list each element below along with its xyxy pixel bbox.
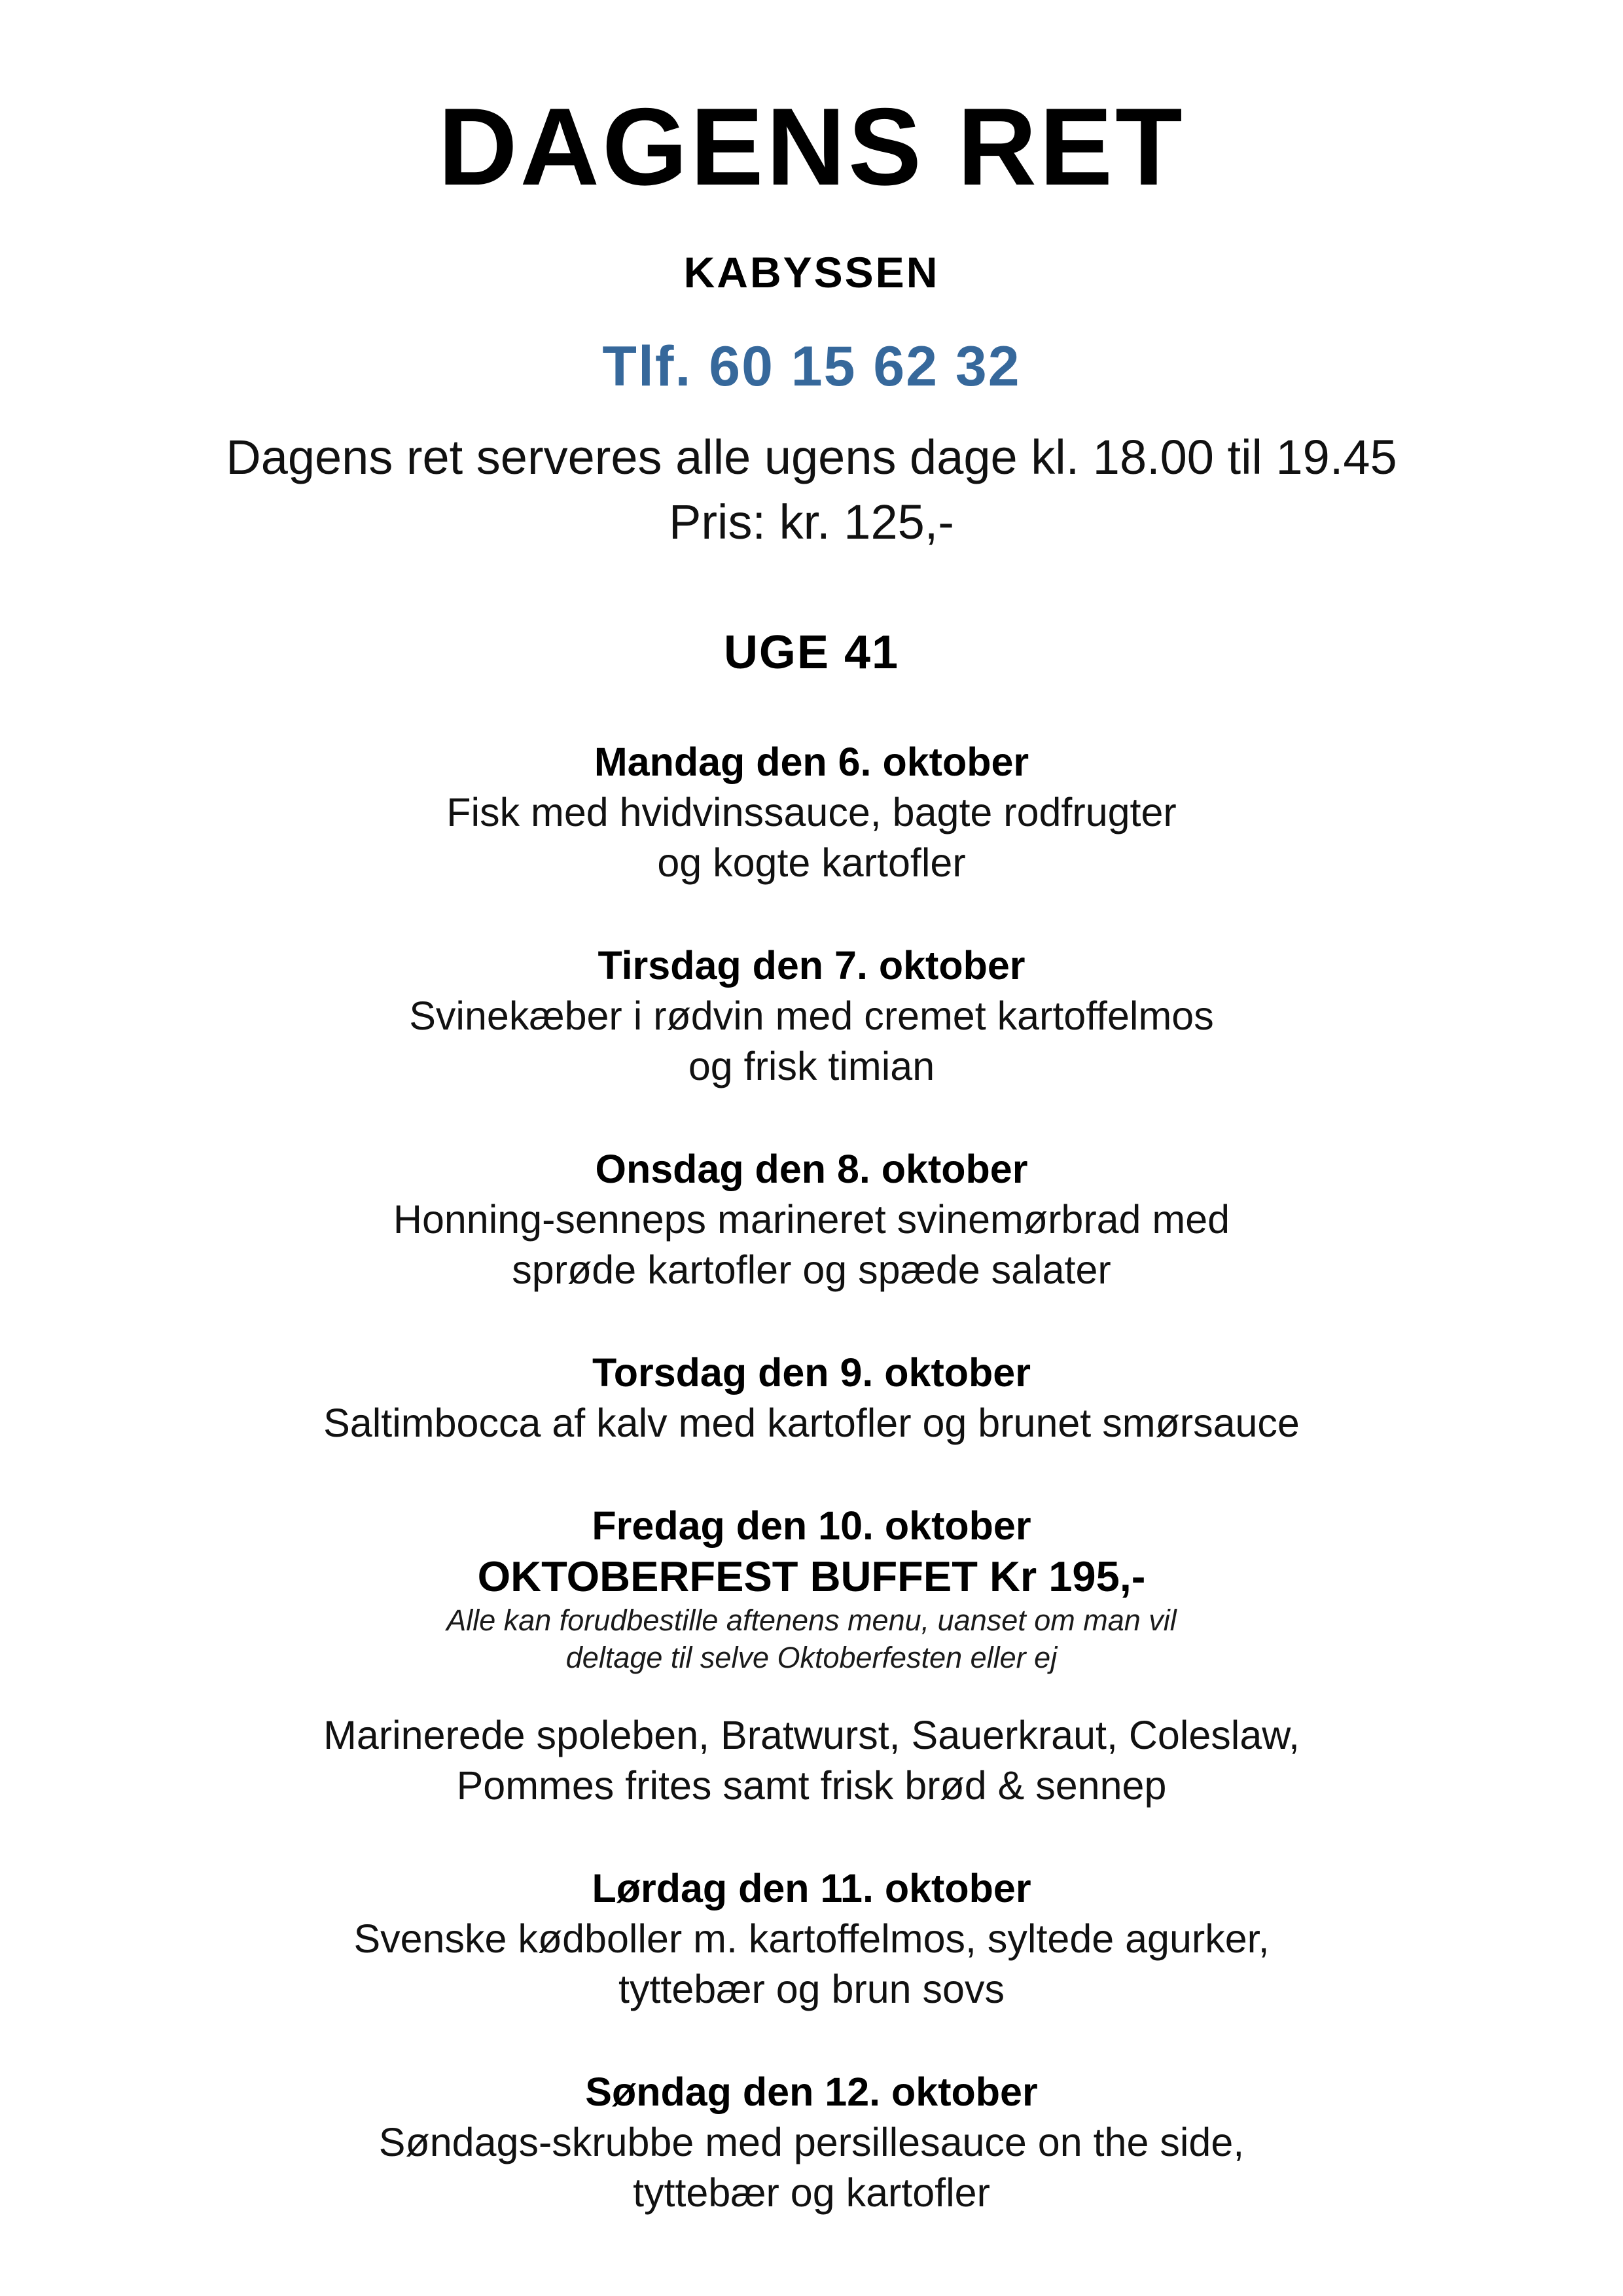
serving-hours-line: Dagens ret serveres alle ugens dage kl. 18.00 til 19.45 [226,430,1397,485]
day-monday [0,737,1623,888]
menu-line: og frisk timian [688,1043,935,1088]
buffet-note-line: deltage til selve Oktoberfesten eller ej [565,1640,1058,1674]
day-list [0,737,1623,2218]
menu-line: Svenske kødboller m. kartoffelmos, syltede agurker, [353,1916,1270,1961]
menu-line: Marinerede spoleben, Bratwurst, Sauerkraut, Coleslaw, [323,1712,1300,1757]
day-heading: Torsdag den 9. oktober [592,1350,1031,1395]
menu-line: sprøde kartofler og spæde salater [512,1247,1111,1292]
day-wednesday [0,1144,1623,1295]
menu-line: tyttebær og brun sovs [618,1966,1005,2011]
day-thursday [0,1348,1623,1448]
day-saturday [0,1863,1623,2015]
menu-line: tyttebær og kartofler [633,2170,990,2215]
restaurant-name: KABYSSEN [683,248,940,296]
day-friday [0,1501,1623,1811]
buffet-note-line: Alle kan forudbestille aftenens menu, uanset om man vil [446,1603,1177,1637]
day-heading: Lørdag den 11. oktober [592,1865,1031,1910]
price-line: Pris: kr. 125,- [669,495,954,550]
day-tuesday [0,941,1623,1092]
day-heading: Fredag den 10. oktober [592,1503,1031,1548]
menu-line: Saltimbocca af kalv med kartofler og brunet smørsauce [323,1400,1300,1445]
day-heading: Mandag den 6. oktober [594,739,1029,784]
menu-line: Fisk med hvidvinssauce, bagte rodfrugter [446,789,1177,834]
day-heading: Tirsdag den 7. oktober [597,942,1026,988]
serving-info [0,425,1623,554]
day-heading: Onsdag den 8. oktober [595,1146,1028,1191]
menu-line: Honning-senneps marineret svinemørbrad med [393,1196,1230,1242]
day-sunday [0,2067,1623,2218]
menu-line: og kogte kartofler [657,840,966,885]
menu-line: Pommes frites samt frisk brød & sennep [456,1763,1167,1808]
menu-line: Svinekæber i rødvin med cremet kartoffelmos [409,993,1214,1038]
menu-line: Søndags-skrubbe med persillesauce on the side, [378,2119,1245,2164]
day-heading: Søndag den 12. oktober [585,2069,1038,2114]
buffet-title: OKTOBERFEST BUFFET Kr 195,- [477,1552,1146,1600]
page-title: DAGENS RET [438,85,1185,208]
week-label: UGE 41 [723,626,900,679]
phone-number: Tlf. 60 15 62 32 [602,334,1021,398]
